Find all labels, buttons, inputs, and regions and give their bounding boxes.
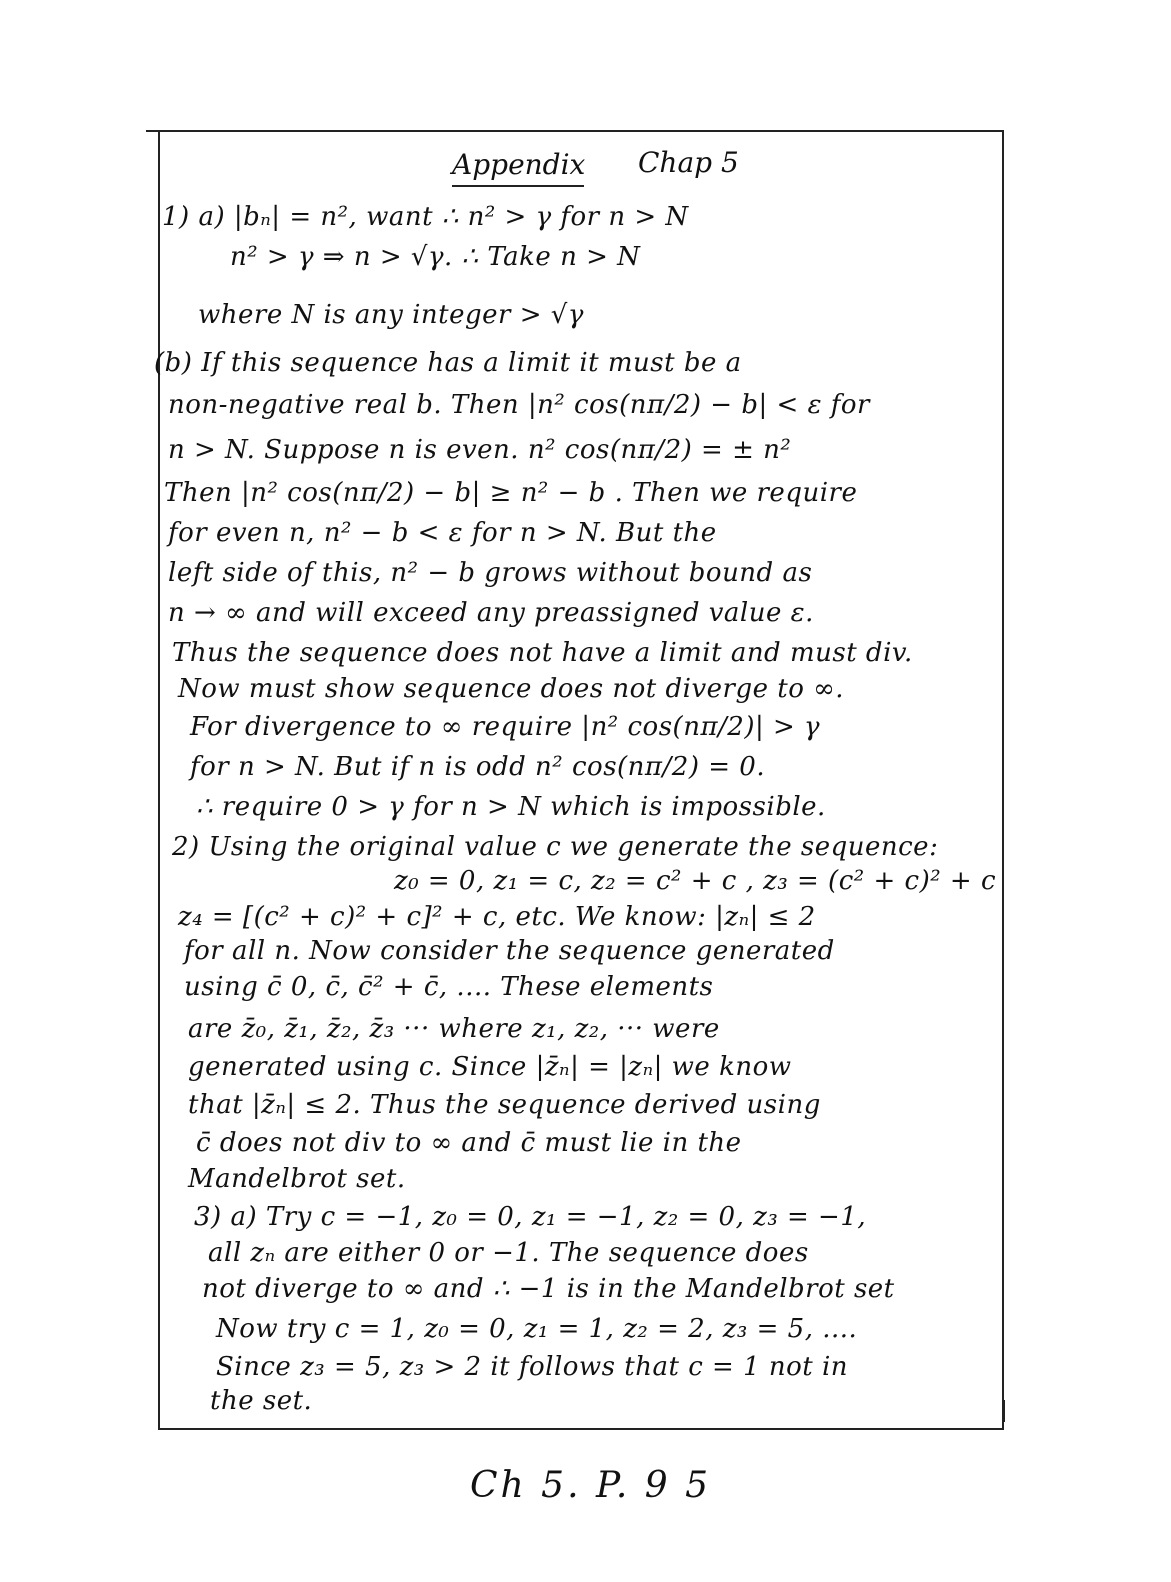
text-line: Since z₃ = 5, z₃ > 2 it follows that c = 1 not in [216, 1352, 849, 1382]
text-line: not diverge to ∞ and ∴ −1 is in the Mandelbrot set [202, 1274, 895, 1304]
text-line: n > N. Suppose n is even. n² cos(nπ/2) = ± n² [168, 435, 792, 465]
frame-corner-mark [146, 130, 158, 132]
text-line: 3) a) Try c = −1, z₀ = 0, z₁ = −1, z₂ = 0, z₃ = −1, [194, 1202, 867, 1232]
text-line: for even n, n² − b < ε for n > N. But the [168, 518, 717, 548]
text-line: non-negative real b. Then |n² cos(nπ/2) − b| < ε for [168, 390, 870, 420]
text-line: z₀ = 0, z₁ = c, z₂ = c² + c , z₃ = (c² + c)² + c [394, 866, 997, 896]
text-line: where N is any integer > √γ [198, 300, 584, 330]
text-line: 1) a) |bₙ| = n², want ∴ n² > γ for n > N [162, 202, 689, 232]
text-line: for all n. Now consider the sequence generated [184, 936, 835, 966]
page-number: Ch 5. P. 9 5 [470, 1465, 712, 1506]
text-line: the set. [210, 1386, 313, 1416]
text-line: n → ∞ and will exceed any preassigned value ε. [168, 598, 814, 628]
text-line: using c̄ 0, c̄, c̄² + c̄, .... These elements [184, 972, 714, 1002]
text-line: left side of this, n² − b grows without bound as [168, 558, 813, 588]
text-line: Then |n² cos(nπ/2) − b| ≥ n² − b . Then we require [164, 478, 858, 508]
text-line: generated using c. Since |z̄ₙ| = |zₙ| we know [188, 1052, 792, 1082]
text-line: c̄ does not div to ∞ and c̄ must lie in the [196, 1128, 742, 1158]
text-line: z₄ = [(c² + c)² + c]² + c, etc. We know: |zₙ| ≤ 2 [178, 902, 816, 932]
text-line: Now must show sequence does not diverge to ∞. [178, 674, 845, 704]
chapter-title: Chap 5 [638, 146, 739, 179]
text-line: are z̄₀, z̄₁, z̄₂, z̄₃ ··· where z₁, z₂, ··· were [188, 1014, 720, 1044]
text-line: Now try c = 1, z₀ = 0, z₁ = 1, z₂ = 2, z₃ = 5, .... [216, 1314, 858, 1344]
text-line: For divergence to ∞ require |n² cos(nπ/2)| > γ [190, 712, 821, 742]
text-line: 2) Using the original value c we generate the sequence: [172, 832, 939, 862]
text-line: Mandelbrot set. [188, 1164, 406, 1194]
page-header [440, 140, 840, 190]
text-line: n² > γ ⇒ n > √γ. ∴ Take n > N [230, 242, 641, 272]
text-line: all zₙ are either 0 or −1. The sequence does [208, 1238, 809, 1268]
text-line: that |z̄ₙ| ≤ 2. Thus the sequence derived using [188, 1090, 821, 1120]
text-line: (b) If this sequence has a limit it must be a [154, 348, 742, 378]
frame-corner-mark [1003, 1400, 1005, 1422]
text-line: Thus the sequence does not have a limit and must div. [172, 638, 913, 668]
text-line: ∴ require 0 > γ for n > N which is impossible. [196, 792, 826, 822]
appendix-title: Appendix [452, 148, 584, 187]
text-line: for n > N. But if n is odd n² cos(nπ/2) = 0. [190, 752, 766, 782]
